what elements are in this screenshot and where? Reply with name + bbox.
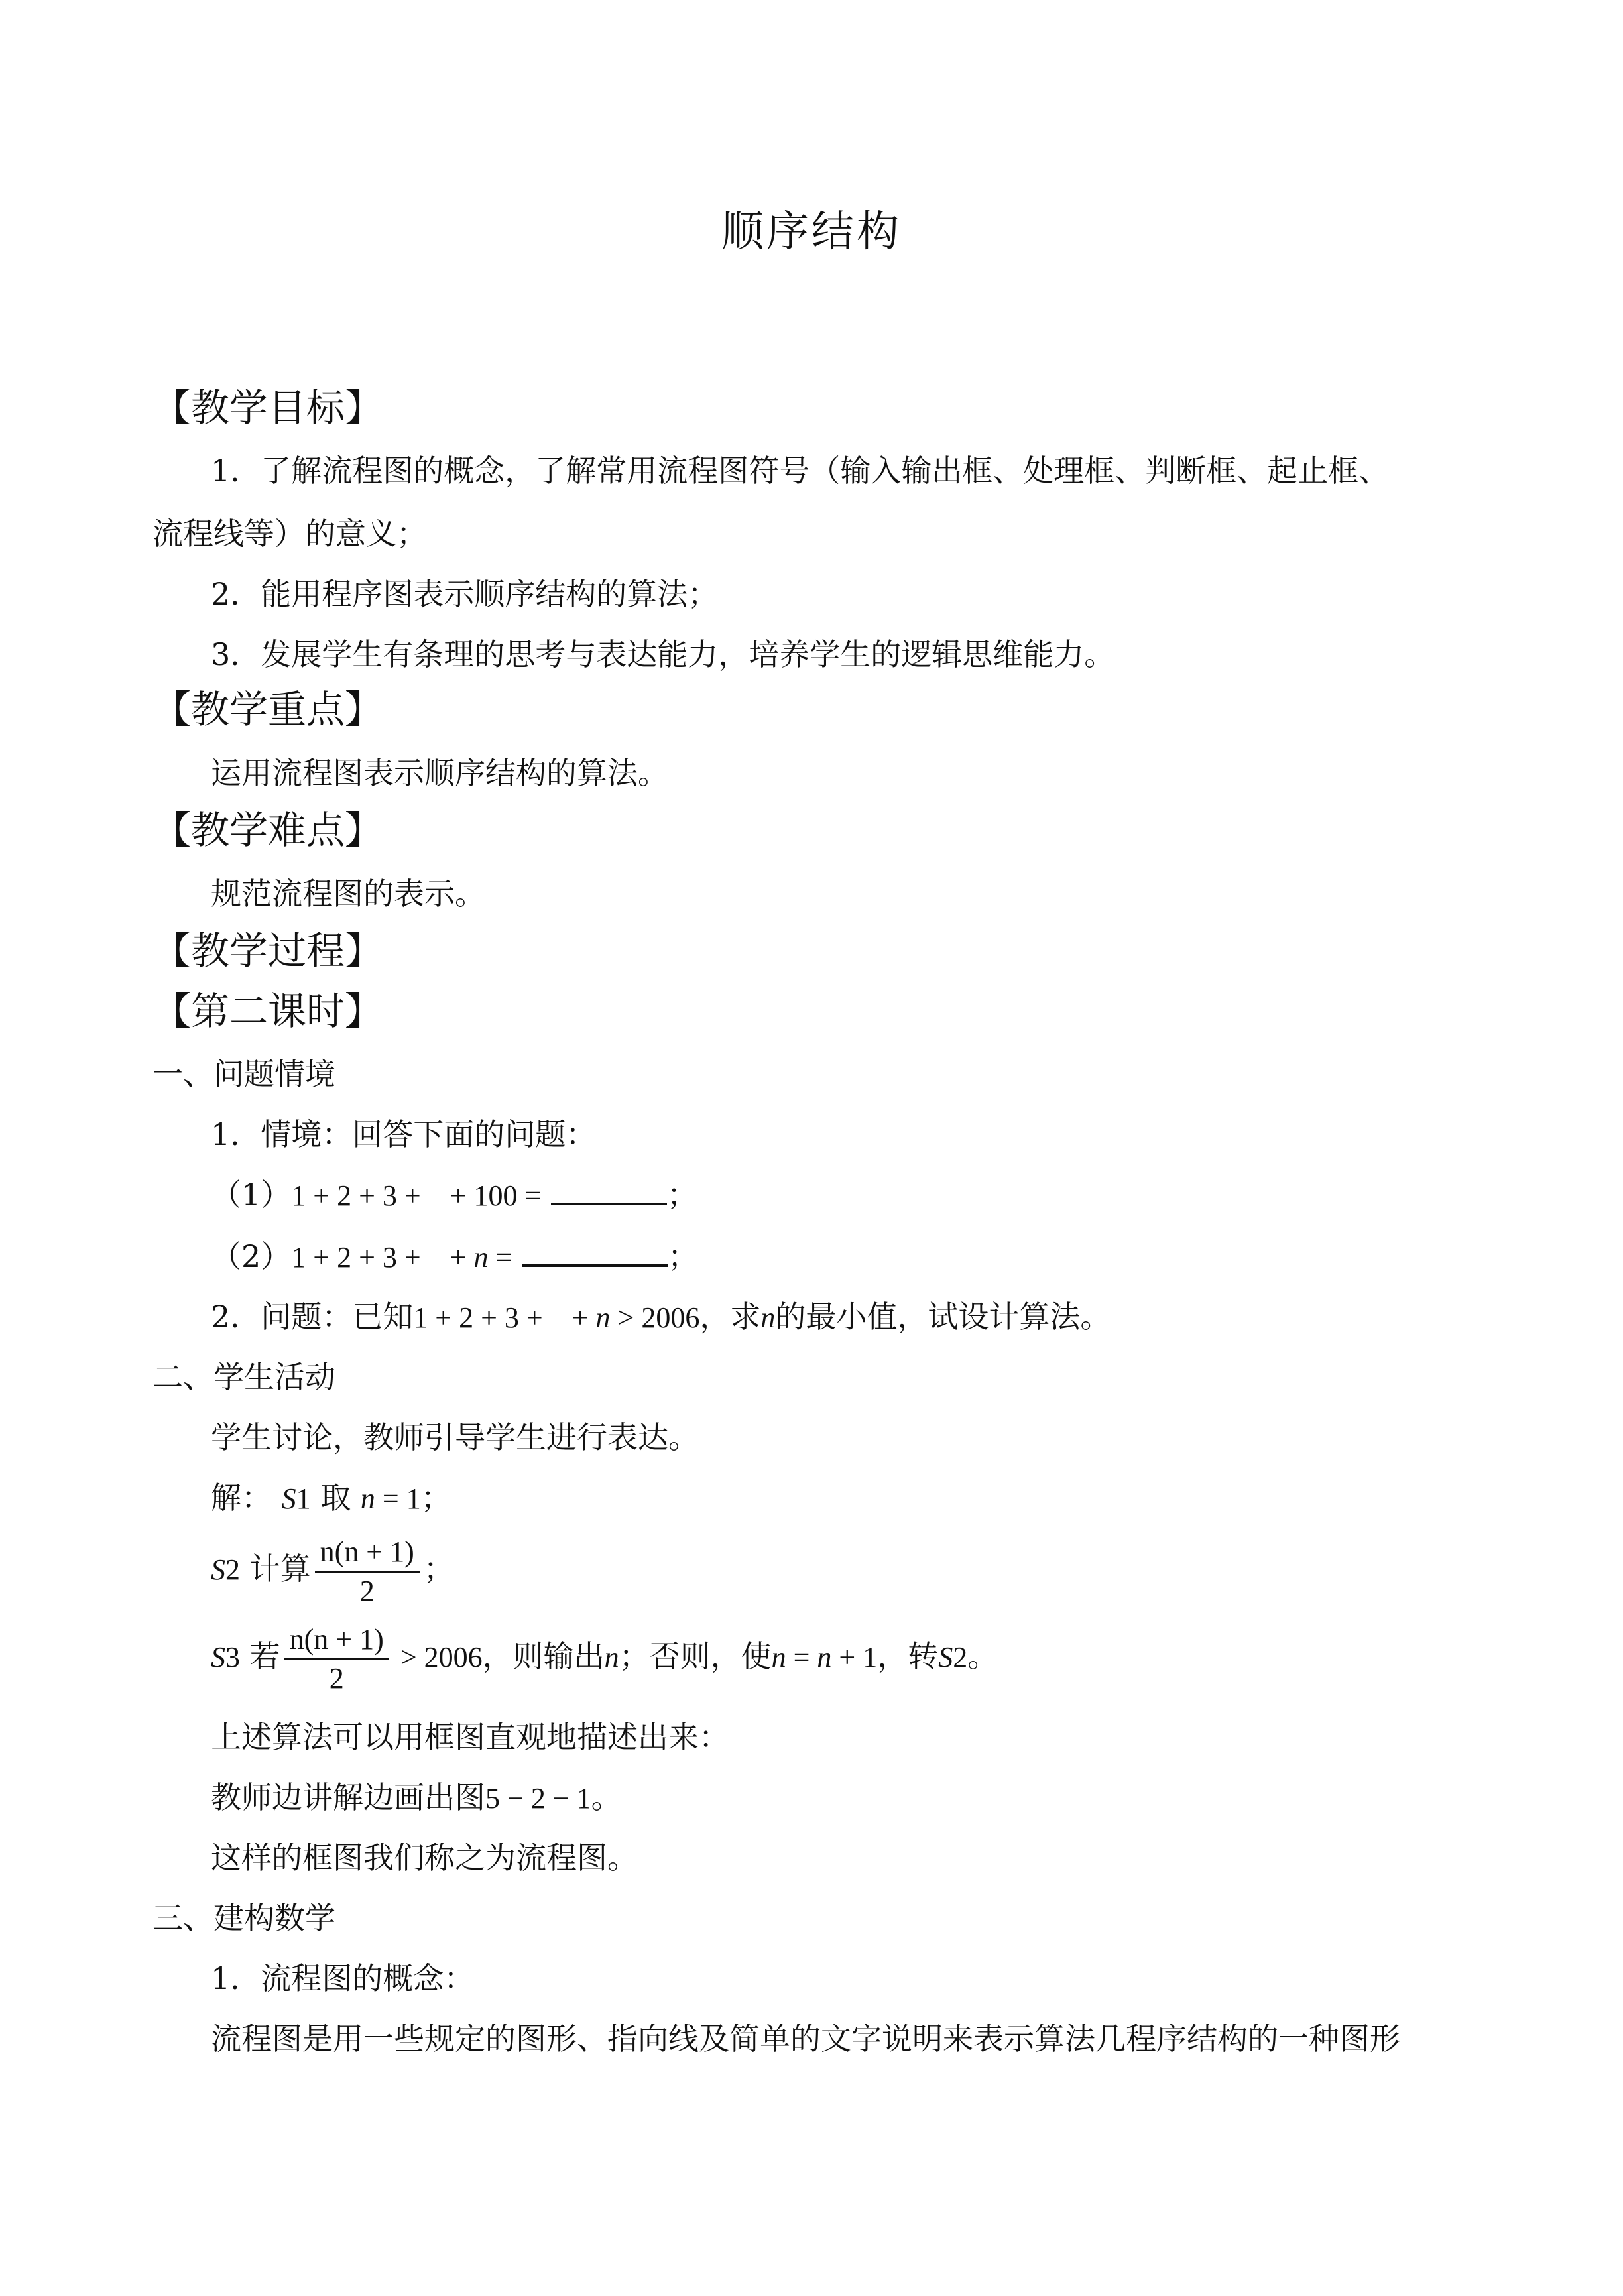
heading-process: 【教学过程】 bbox=[152, 928, 384, 973]
describe-text: 上述算法可以用框图直观地描述出来： bbox=[211, 1719, 729, 1755]
step-s3-text-d: ；否则，使 bbox=[619, 1638, 772, 1674]
problem-text-a: 2．问题：已知 bbox=[211, 1299, 414, 1335]
question-2-n: n bbox=[473, 1241, 489, 1274]
step-s3-text-f: 。 bbox=[967, 1638, 998, 1674]
question-2-answer-blank bbox=[522, 1238, 668, 1267]
definition-text: 流程图是用一些规定的图形、指向线及简单的文字说明来表示算法几程序结构的一种图形 bbox=[211, 2021, 1400, 2057]
problem-expression-a: 1 + 2 + 3 + + bbox=[413, 1301, 596, 1334]
figure-number: 5 − 2 − 1 bbox=[485, 1782, 591, 1815]
solution-label: 解： bbox=[211, 1480, 272, 1516]
question-2-expression-b: = bbox=[488, 1241, 512, 1274]
fraction-denominator-s3: 2 bbox=[329, 1662, 344, 1695]
problem-expression-b: > 2006 bbox=[610, 1301, 700, 1334]
question-2-prefix: （2） bbox=[211, 1239, 292, 1274]
question-1 bbox=[211, 1175, 697, 1216]
question-2-expression-a: 1 + 2 + 3 + + bbox=[291, 1241, 474, 1274]
objective-1: 1．了解流程图的概念，了解常用流程图符号（输入输出框、处理框、判断框、起止框、 bbox=[211, 453, 1390, 489]
concept-heading: 1．流程图的概念： bbox=[211, 1961, 475, 1996]
step-s3-assign-plus-one: + 1 bbox=[831, 1641, 878, 1673]
problem-text-c: 的最小值，试设计算法。 bbox=[775, 1299, 1111, 1335]
step-s3-goto-number: 2 bbox=[953, 1641, 968, 1673]
step-s3-output-n: n bbox=[604, 1641, 619, 1673]
step-s3-verb: 若 bbox=[249, 1638, 280, 1674]
step-s2-verb: 计算 bbox=[249, 1551, 311, 1587]
step-s1-verb: 取 bbox=[320, 1480, 351, 1516]
difficulty-text: 规范流程图的表示。 bbox=[211, 876, 485, 912]
objective-2: 2．能用程序图表示顺序结构的算法； bbox=[211, 576, 719, 612]
question-1-prefix: （1） bbox=[211, 1177, 292, 1213]
part-2-heading: 二、学生活动 bbox=[152, 1359, 335, 1395]
problem-text-b: ，求 bbox=[699, 1299, 761, 1335]
focus-text: 运用流程图表示顺序结构的算法。 bbox=[211, 755, 668, 791]
step-s3-goto-letter: S bbox=[938, 1641, 953, 1673]
step-s1-expression: = 1 bbox=[375, 1482, 421, 1515]
problem-statement bbox=[211, 1297, 1111, 1338]
heading-difficulty: 【教学难点】 bbox=[152, 808, 384, 853]
part-3-heading: 三、建构数学 bbox=[152, 1900, 335, 1936]
step-s1-letter: S bbox=[281, 1482, 296, 1515]
page-title: 顺序结构 bbox=[721, 208, 902, 257]
step-s2 bbox=[211, 1522, 454, 1616]
fraction-numerator-s3: n(n + 1) bbox=[289, 1622, 384, 1656]
problem-n: n bbox=[595, 1301, 611, 1334]
step-s1-n: n bbox=[360, 1482, 375, 1515]
problem-n-2: n bbox=[760, 1301, 776, 1334]
part-1-heading: 一、问题情境 bbox=[152, 1056, 335, 1092]
question-1-answer-blank bbox=[551, 1176, 667, 1205]
question-1-expression: 1 + 2 + 3 + + 100 = bbox=[291, 1179, 542, 1212]
step-s3-assign-n1: n bbox=[771, 1641, 786, 1673]
step-s1 bbox=[211, 1478, 451, 1519]
teacher-text-a: 教师边讲解边画出图 bbox=[211, 1780, 485, 1815]
discussion-text: 学生讨论，教师引导学生进行表达。 bbox=[211, 1420, 699, 1455]
objective-3: 3．发展学生有条理的思考与表达能力，培养学生的逻辑思维能力。 bbox=[211, 636, 1115, 672]
step-s3-inequality: > 2006 bbox=[392, 1641, 483, 1673]
fraction-numerator: n(n + 1) bbox=[320, 1535, 414, 1568]
step-s1-number: 1 bbox=[296, 1482, 311, 1515]
step-s3-assign-n2: n bbox=[817, 1641, 832, 1673]
step-s3-text-e: ，转 bbox=[877, 1638, 939, 1674]
heading-objectives: 【教学目标】 bbox=[152, 385, 384, 430]
fraction-denominator: 2 bbox=[359, 1574, 375, 1607]
heading-lesson: 【第二课时】 bbox=[152, 989, 384, 1034]
objective-1-continued: 流程线等）的意义； bbox=[152, 516, 427, 552]
step-s2-letter: S bbox=[211, 1553, 225, 1586]
step-s3-assign-eq: = bbox=[786, 1641, 817, 1673]
question-2-end: ； bbox=[668, 1239, 698, 1274]
heading-focus: 【教学重点】 bbox=[152, 687, 384, 732]
step-s3-number: 3 bbox=[225, 1641, 240, 1673]
step-s1-end: ； bbox=[420, 1480, 451, 1516]
teacher-text-b: 。 bbox=[591, 1780, 622, 1815]
called-text: 这样的框图我们称之为流程图。 bbox=[211, 1840, 638, 1876]
fraction-n-n-plus-1-over-2-s3 bbox=[284, 1621, 389, 1697]
situation-text: 1．情境：回答下面的问题： bbox=[211, 1117, 597, 1152]
step-s3 bbox=[211, 1610, 998, 1704]
step-s3-letter: S bbox=[211, 1641, 225, 1673]
question-1-end: ； bbox=[666, 1177, 697, 1213]
step-s3-text-c: ，则输出 bbox=[482, 1638, 605, 1674]
teacher-text bbox=[211, 1778, 622, 1819]
step-s2-number: 2 bbox=[225, 1553, 240, 1586]
step-s2-end: ； bbox=[423, 1551, 454, 1587]
fraction-n-n-plus-1-over-2 bbox=[315, 1534, 420, 1610]
question-2 bbox=[211, 1237, 698, 1278]
